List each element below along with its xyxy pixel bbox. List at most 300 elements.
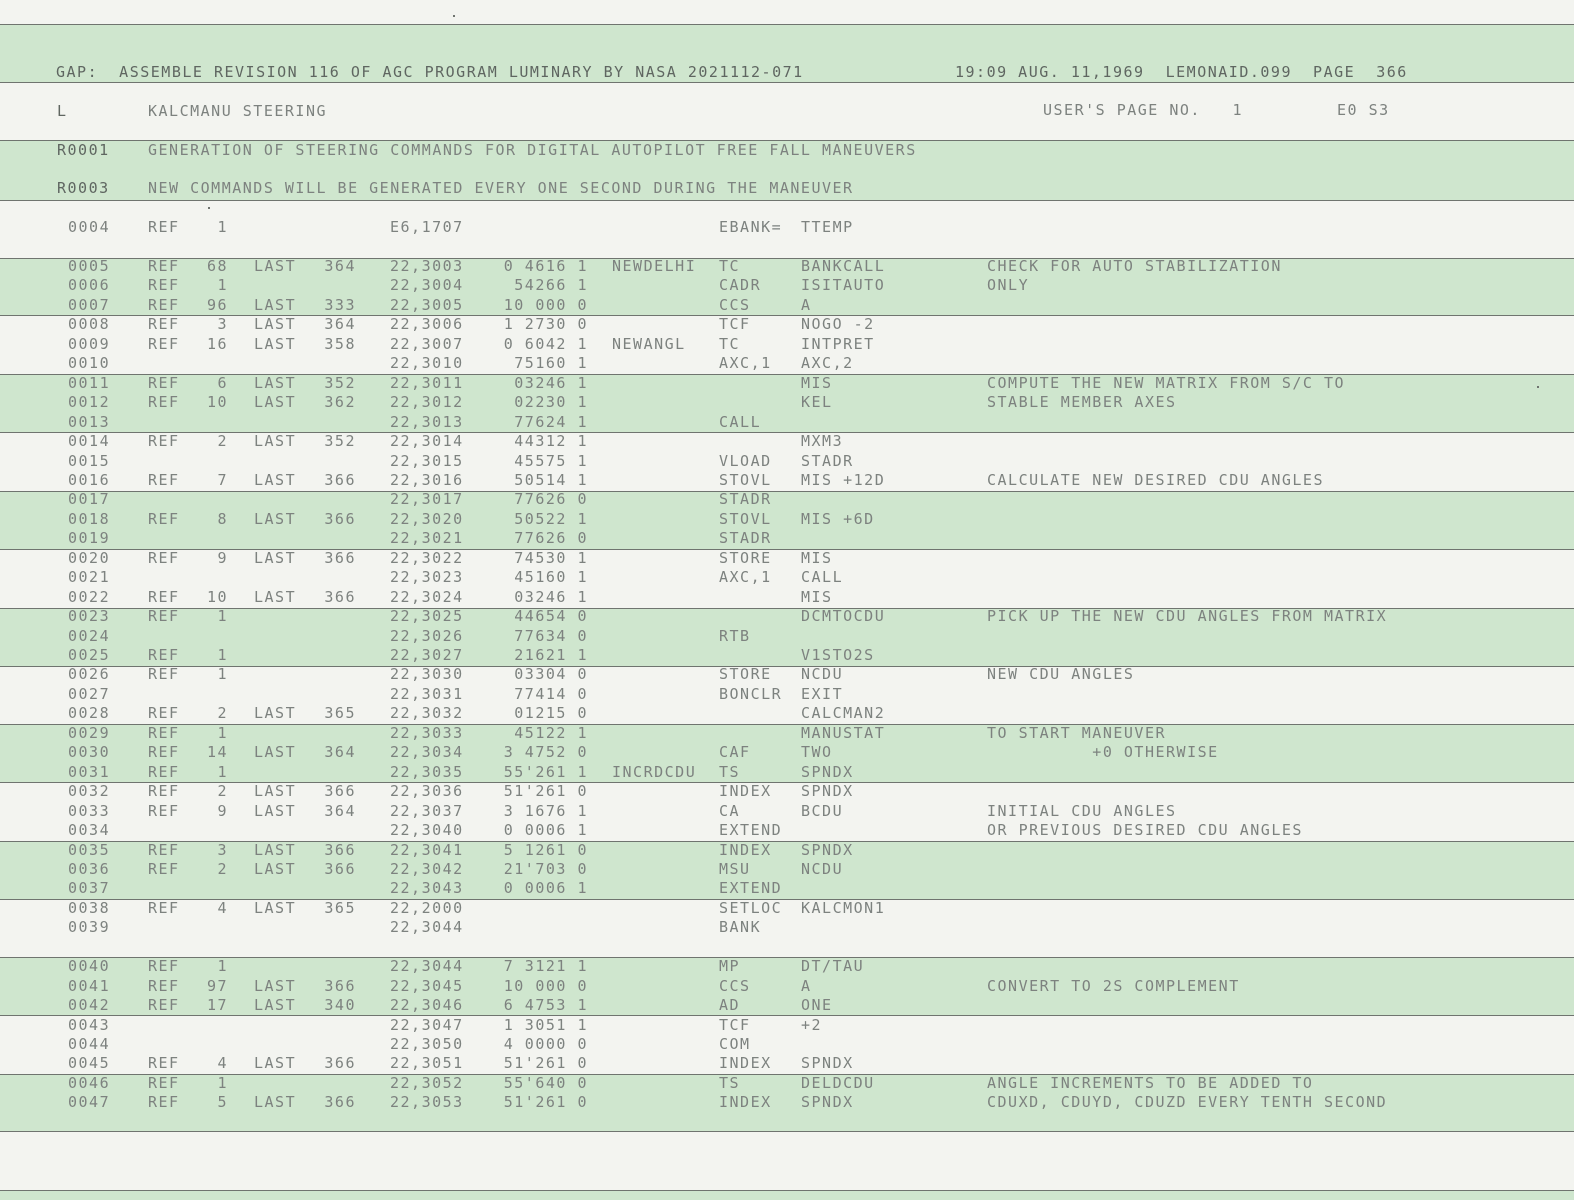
line-number: 0007	[68, 295, 111, 314]
print-mark	[453, 15, 455, 17]
operand: MIS +6D	[801, 509, 875, 528]
ref-label: REF	[148, 218, 180, 236]
ref-label: REF	[148, 859, 180, 878]
ref-count: 7	[217, 470, 228, 489]
line-number: 0006	[68, 276, 111, 295]
last-label: LAST	[254, 898, 297, 917]
line-number: 0018	[68, 509, 111, 528]
ref-count: 5	[217, 1093, 228, 1112]
octal-code: 21621 1	[514, 646, 588, 664]
line-number: 0035	[68, 840, 111, 859]
octal-code: 77634 0	[514, 626, 588, 645]
comment: ANGLE INCREMENTS TO BE ADDED TO	[987, 1073, 1314, 1092]
opcode: CCS	[719, 976, 751, 995]
line-number: 0045	[68, 1054, 111, 1073]
last-page: 364	[324, 743, 356, 762]
table-row	[0, 898, 1574, 918]
operand: MIS +12D	[801, 470, 886, 489]
ref-count: 3	[217, 315, 228, 334]
opcode: STADR	[719, 529, 772, 548]
rule	[0, 82, 1574, 83]
address: 22,3012	[390, 393, 464, 412]
last-page: 364	[324, 315, 356, 334]
ref-count: 9	[217, 801, 228, 820]
ref-label: REF	[148, 704, 180, 723]
address: 22,3043	[390, 879, 464, 898]
address: 22,3003	[390, 257, 464, 275]
ref-count: 4	[217, 1054, 228, 1073]
table-row	[0, 567, 1574, 587]
operand: TWO	[801, 743, 833, 762]
ref-count: 1	[217, 665, 228, 684]
ref-count: 97	[206, 976, 228, 995]
ref-label: REF	[148, 276, 180, 295]
opcode: RTB	[719, 626, 751, 645]
ref-count: 68	[206, 257, 228, 275]
last-page: 352	[324, 432, 356, 451]
address: 22,3034	[390, 743, 464, 762]
last-label: LAST	[254, 432, 297, 451]
address: 22,3010	[390, 354, 464, 373]
line-number: 0025	[68, 646, 111, 664]
table-row	[0, 1034, 1574, 1054]
line-number: 0027	[68, 684, 111, 703]
address: E6,1707	[390, 218, 464, 236]
opcode: CALL	[719, 412, 762, 431]
symbol-label: INCRDCDU	[612, 762, 697, 781]
octal-code: 45122 1	[514, 723, 588, 742]
line-number: 0024	[68, 626, 111, 645]
octal-code: 10 000 0	[503, 976, 588, 995]
table-row	[0, 781, 1574, 801]
opcode: CAF	[719, 743, 751, 762]
ref-count: 1	[217, 762, 228, 781]
last-page: 366	[324, 1093, 356, 1112]
user-page-number: USER'S PAGE NO. 1	[1043, 101, 1244, 119]
address: 22,3024	[390, 587, 464, 606]
opcode: STORE	[719, 548, 772, 567]
operand: TTEMP	[801, 218, 854, 236]
address: 22,3032	[390, 704, 464, 723]
operand: SPNDX	[801, 840, 854, 859]
octal-code: 02230 1	[514, 393, 588, 412]
last-label: LAST	[254, 548, 297, 567]
table-row	[0, 392, 1574, 412]
table-row	[0, 976, 1574, 996]
operand: BCDU	[801, 801, 844, 820]
octal-code: 6 4753 1	[503, 996, 588, 1015]
opcode: EXTEND	[719, 879, 783, 898]
rule	[0, 1190, 1574, 1191]
operand: AXC,2	[801, 354, 854, 373]
last-page: 340	[324, 996, 356, 1015]
comment: NEW CDU ANGLES	[987, 665, 1135, 684]
comment: +0 OTHERWISE	[987, 743, 1219, 762]
operand: NCDU	[801, 859, 844, 878]
last-label: LAST	[254, 782, 297, 801]
line-number: 0043	[68, 1015, 111, 1034]
operand: MIS	[801, 587, 833, 606]
opcode: MSU	[719, 859, 751, 878]
operand: SPNDX	[801, 782, 854, 801]
octal-code: 55'640 0	[503, 1073, 588, 1092]
operand: CALL	[801, 568, 844, 587]
ref-label: REF	[148, 587, 180, 606]
last-page: 366	[324, 976, 356, 995]
table-row	[0, 373, 1574, 393]
ref-label: REF	[148, 782, 180, 801]
ref-count: 16	[206, 334, 228, 353]
octal-code: 1 2730 0	[503, 315, 588, 334]
table-row	[0, 1015, 1574, 1035]
address: 22,3006	[390, 315, 464, 334]
line-number: 0011	[68, 373, 111, 392]
table-row	[0, 528, 1574, 548]
ref-label: REF	[148, 1054, 180, 1073]
ref-label: REF	[148, 509, 180, 528]
octal-code: 21'703 0	[503, 859, 588, 878]
table-row	[0, 820, 1574, 840]
operand: SPNDX	[801, 762, 854, 781]
address: 22,3013	[390, 412, 464, 431]
table-row	[0, 295, 1574, 315]
rule	[0, 200, 1574, 201]
section-title: KALCMANU STEERING	[148, 102, 328, 120]
table-row	[0, 762, 1574, 782]
octal-code: 45160 1	[514, 568, 588, 587]
address: 22,3033	[390, 723, 464, 742]
ref-label: REF	[148, 665, 180, 684]
last-label: LAST	[254, 840, 297, 859]
address: 22,3036	[390, 782, 464, 801]
listing-header-title: GAP: ASSEMBLE REVISION 116 OF AGC PROGRAM LUMINARY BY NASA 2021112-071	[56, 63, 804, 81]
table-row	[0, 917, 1574, 937]
octal-code: 5 1261 0	[503, 840, 588, 859]
line-number: 0005	[68, 257, 111, 275]
octal-code: 50514 1	[514, 470, 588, 489]
ref-label: REF	[148, 723, 180, 742]
ref-count: 6	[217, 373, 228, 392]
ref-label: REF	[148, 996, 180, 1015]
address: 22,3053	[390, 1093, 464, 1112]
last-page: 366	[324, 782, 356, 801]
table-row	[0, 723, 1574, 743]
remark-id: R0003	[57, 179, 110, 197]
ref-count: 1	[217, 218, 228, 236]
address: 22,3017	[390, 490, 464, 509]
operand: MIS	[801, 373, 833, 392]
last-label: LAST	[254, 996, 297, 1015]
stripe-band	[0, 1190, 1574, 1200]
last-label: LAST	[254, 743, 297, 762]
table-row	[0, 1073, 1574, 1093]
last-label: LAST	[254, 373, 297, 392]
operand: EXIT	[801, 684, 844, 703]
ref-count: 96	[206, 295, 228, 314]
address: 22,3005	[390, 295, 464, 314]
operand: +2	[801, 1015, 823, 1034]
remark-text: NEW COMMANDS WILL BE GENERATED EVERY ONE SECOND DURING THE MANEUVER	[148, 179, 854, 197]
table-row	[0, 1092, 1574, 1112]
line-number: 0037	[68, 879, 111, 898]
last-page: 366	[324, 587, 356, 606]
ref-label: REF	[148, 1093, 180, 1112]
opcode: TCF	[719, 315, 751, 334]
address: 22,3023	[390, 568, 464, 587]
octal-code: 74530 1	[514, 548, 588, 567]
last-label: LAST	[254, 257, 297, 275]
address: 22,3044	[390, 918, 464, 937]
operand: NCDU	[801, 665, 844, 684]
ref-label: REF	[148, 898, 180, 917]
opcode: STOVL	[719, 470, 772, 489]
line-number: 0022	[68, 587, 111, 606]
comment: CDUXD, CDUYD, CDUZD EVERY TENTH SECOND	[987, 1093, 1388, 1112]
opcode: TC	[719, 257, 741, 275]
table-row	[0, 509, 1574, 529]
address: 22,3031	[390, 684, 464, 703]
opcode: AXC,1	[719, 568, 772, 587]
octal-code: 7 3121 1	[503, 957, 588, 976]
last-page: 352	[324, 373, 356, 392]
octal-code: 77414 0	[514, 684, 588, 703]
ref-count: 1	[217, 957, 228, 976]
table-row	[0, 275, 1574, 295]
ref-count: 2	[217, 432, 228, 451]
octal-code: 44654 0	[514, 607, 588, 626]
ref-count: 1	[217, 646, 228, 664]
last-label: LAST	[254, 509, 297, 528]
last-page: 366	[324, 1054, 356, 1073]
opcode: TS	[719, 1073, 741, 1092]
table-row	[0, 801, 1574, 821]
octal-code: 51'261 0	[503, 1093, 588, 1112]
comment: CONVERT TO 2S COMPLEMENT	[987, 976, 1240, 995]
line-number: 0029	[68, 723, 111, 742]
line-number: 0033	[68, 801, 111, 820]
operand: DCMTOCDU	[801, 607, 886, 626]
ref-label: REF	[148, 646, 180, 664]
ref-label: REF	[148, 548, 180, 567]
table-row	[0, 431, 1574, 451]
line-number: 0026	[68, 665, 111, 684]
address: 22,3052	[390, 1073, 464, 1092]
address: 22,2000	[390, 898, 464, 917]
octal-code: 03246 1	[514, 373, 588, 392]
opcode: BONCLR	[719, 684, 783, 703]
last-label: LAST	[254, 315, 297, 334]
ref-count: 9	[217, 548, 228, 567]
opcode: COM	[719, 1035, 751, 1053]
ref-count: 1	[217, 607, 228, 626]
octal-code: 0 4616 1	[503, 257, 588, 275]
comment: INITIAL CDU ANGLES	[987, 801, 1177, 820]
octal-code: 77626 0	[514, 529, 588, 548]
comment: OR PREVIOUS DESIRED CDU ANGLES	[987, 821, 1303, 840]
table-row	[0, 703, 1574, 723]
ref-count: 17	[206, 996, 228, 1015]
ref-count: 1	[217, 723, 228, 742]
line-number: 0019	[68, 529, 111, 548]
operand: SPNDX	[801, 1054, 854, 1073]
opcode: STADR	[719, 490, 772, 509]
last-page: 365	[324, 704, 356, 723]
line-number: 0017	[68, 490, 111, 509]
symbol-label: NEWDELHI	[612, 257, 697, 275]
line-number: 0032	[68, 782, 111, 801]
address: 22,3014	[390, 432, 464, 451]
last-label: LAST	[254, 976, 297, 995]
octal-code: 4 0000 0	[503, 1035, 588, 1053]
last-page: 366	[324, 509, 356, 528]
ref-count: 10	[206, 393, 228, 412]
address: 22,3026	[390, 626, 464, 645]
ref-label: REF	[148, 957, 180, 976]
address: 22,3041	[390, 840, 464, 859]
address: 22,3007	[390, 334, 464, 353]
octal-code: 55'261 1	[503, 762, 588, 781]
ref-label: REF	[148, 976, 180, 995]
comment: STABLE MEMBER AXES	[987, 393, 1177, 412]
table-row	[0, 626, 1574, 646]
last-page: 366	[324, 840, 356, 859]
last-label: LAST	[254, 393, 297, 412]
ref-count: 4	[217, 898, 228, 917]
operand: A	[801, 295, 812, 314]
last-page: 365	[324, 898, 356, 917]
opcode: AXC,1	[719, 354, 772, 373]
octal-code: 0 0006 1	[503, 821, 588, 840]
opcode: CADR	[719, 276, 762, 295]
line-number: 0030	[68, 743, 111, 762]
ref-label: REF	[148, 762, 180, 781]
octal-code: 10 000 0	[503, 295, 588, 314]
opcode: CA	[719, 801, 741, 820]
line-number: 0014	[68, 432, 111, 451]
opcode: TC	[719, 334, 741, 353]
address: 22,3027	[390, 646, 464, 664]
line-number: 0042	[68, 996, 111, 1015]
ref-count: 1	[217, 1073, 228, 1092]
table-row	[0, 742, 1574, 762]
print-mark	[208, 207, 210, 209]
address: 22,3016	[390, 470, 464, 489]
remark-id: R0001	[57, 141, 110, 159]
table-row	[0, 314, 1574, 334]
address: 22,3045	[390, 976, 464, 995]
operand: KALCMON1	[801, 898, 886, 917]
opcode: INDEX	[719, 1093, 772, 1112]
symbol-label: NEWANGL	[612, 334, 686, 353]
opcode: STORE	[719, 665, 772, 684]
ref-label: REF	[148, 334, 180, 353]
address: 22,3030	[390, 665, 464, 684]
operand: DELDCDU	[801, 1073, 875, 1092]
last-page: 364	[324, 257, 356, 275]
line-number: 0020	[68, 548, 111, 567]
table-row	[0, 645, 1574, 665]
rule	[0, 24, 1574, 25]
table-row	[0, 995, 1574, 1015]
opcode: STOVL	[719, 509, 772, 528]
line-number: 0038	[68, 898, 111, 917]
address: 22,3020	[390, 509, 464, 528]
last-label: LAST	[254, 704, 297, 723]
line-number: 0016	[68, 470, 111, 489]
line-number: 0015	[68, 451, 111, 470]
table-row	[0, 548, 1574, 568]
octal-code: 03246 1	[514, 587, 588, 606]
address: 22,3011	[390, 373, 464, 392]
table-row	[0, 470, 1574, 490]
table-row	[0, 664, 1574, 684]
table-row	[0, 606, 1574, 626]
operand: MANUSTAT	[801, 723, 886, 742]
line-number: 0041	[68, 976, 111, 995]
opcode: INDEX	[719, 840, 772, 859]
address: 22,3025	[390, 607, 464, 626]
table-row	[0, 1053, 1574, 1073]
line-number: 0008	[68, 315, 111, 334]
line-number: 0021	[68, 568, 111, 587]
octal-code: 54266 1	[514, 276, 588, 295]
operand: V1STO2S	[801, 646, 875, 664]
octal-code: 45575 1	[514, 451, 588, 470]
address: 22,3047	[390, 1015, 464, 1034]
operand: ONE	[801, 996, 833, 1015]
table-row	[0, 587, 1574, 607]
last-label: LAST	[254, 295, 297, 314]
ref-label: REF	[148, 393, 180, 412]
last-label: LAST	[254, 1054, 297, 1073]
table-row	[0, 353, 1574, 373]
octal-code: 03304 0	[514, 665, 588, 684]
ref-count: 14	[206, 743, 228, 762]
address: 22,3021	[390, 529, 464, 548]
ref-count: 1	[217, 276, 228, 295]
table-row	[0, 684, 1574, 704]
comment: CALCULATE NEW DESIRED CDU ANGLES	[987, 470, 1324, 489]
comment: TO START MANEUVER	[987, 723, 1167, 742]
address: 22,3046	[390, 996, 464, 1015]
opcode: EXTEND	[719, 821, 783, 840]
ref-count: 10	[206, 587, 228, 606]
last-label: LAST	[254, 859, 297, 878]
line-number: 0036	[68, 859, 111, 878]
octal-code: 3 4752 0	[503, 743, 588, 762]
octal-code: 77624 1	[514, 412, 588, 431]
last-page: 366	[324, 859, 356, 878]
table-row	[0, 412, 1574, 432]
opcode: SETLOC	[719, 898, 783, 917]
line-number: 0040	[68, 957, 111, 976]
operand: MIS	[801, 548, 833, 567]
operand: SPNDX	[801, 1093, 854, 1112]
table-row	[0, 256, 1574, 276]
octal-code: 01215 0	[514, 704, 588, 723]
ref-label: REF	[148, 295, 180, 314]
line-number: 0010	[68, 354, 111, 373]
address: 22,3042	[390, 859, 464, 878]
opcode: MP	[719, 957, 741, 976]
opcode: INDEX	[719, 1054, 772, 1073]
table-row	[0, 859, 1574, 879]
address: 22,3044	[390, 957, 464, 976]
ref-label: REF	[148, 743, 180, 762]
line-number: 0039	[68, 918, 111, 937]
ref-label: REF	[148, 1073, 180, 1092]
ref-count: 2	[217, 704, 228, 723]
